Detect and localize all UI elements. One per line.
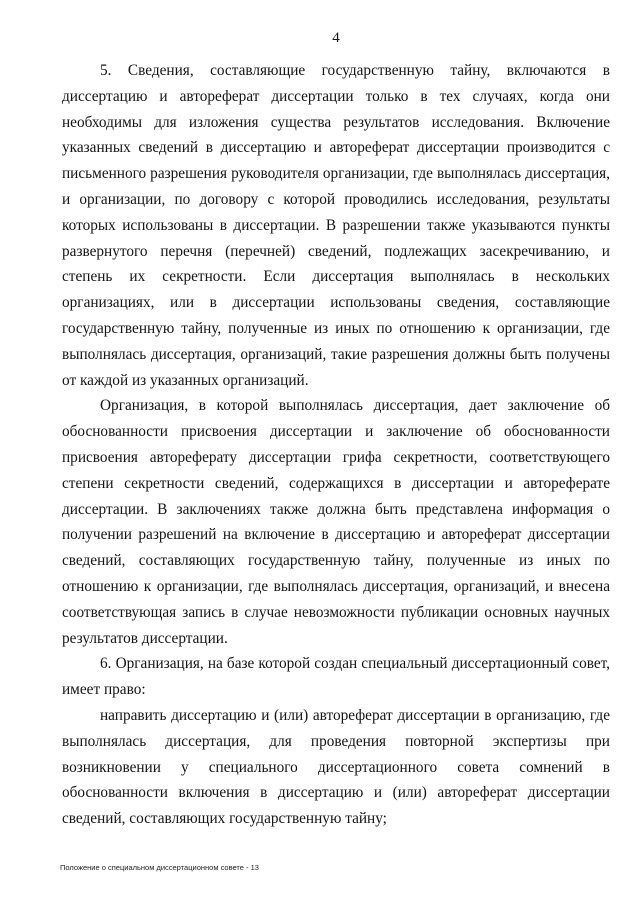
- paragraph-send-dissertation: направить диссертацию и (или) автореферат диссертации в организацию, где выполнялась диссертация, для проведения повторной экспертизы при возникновении у специального диссертационного совета сомнений в обоснованности включения в диссертацию и (или) автореферат диссертации сведений, составляющих государственную тайну;: [62, 706, 610, 828]
- page-footer: Положение о специальном диссертационном совете - 13: [60, 863, 259, 872]
- document-body: [62, 58, 610, 832]
- paragraph-organization-conclusion: Организация, в которой выполнялась диссертация, дает заключение об обоснованности присвоения диссертации и заключение об обоснованности присвоения автореферату диссертации грифа секретности, соответствующего степени секретности сведений, содержащихся в диссертации и автореферате диссертации. В заключениях также должна быть представлена информация о получении разрешений на включение в диссертацию и автореферат диссертации сведений, составляющих государственную тайну, полученные из иных по отношению к организации, где выполнялась диссертация, организаций, и внесена соответствующая запись в случае невозможности публикации основных научных результатов диссертации.: [62, 397, 610, 647]
- paragraph-5-state-secret: 5. Сведения, составляющие государственную тайну, включаются в диссертацию и автореферат диссертации только в тех случаях, когда они необходимы для изложения существа результатов исследования. Включение указанных сведений в диссертацию и автореферат диссертации производится с письменного разрешения руководителя организации, где выполнялась диссертация, и организации, по договору с которой проводились исследования, результаты которых использованы в диссертации. В разрешении также указываются пункты развернутого перечня (перечней) сведений, подлежащих засекречиванию, и степень их секретности. Если диссертация выполнялась в нескольких организациях, или в диссертации использованы сведения, составляющие государственную тайну, полученные из иных по отношению к организации, где выполнялась диссертация, организаций, такие разрешения должны быть получены от каждой из указанных организаций.: [62, 62, 610, 389]
- page-number: 4: [332, 30, 340, 46]
- paragraph-6-organization-rights: 6. Организация, на базе которой создан специальный диссертационный совет, имеет право:: [62, 655, 610, 699]
